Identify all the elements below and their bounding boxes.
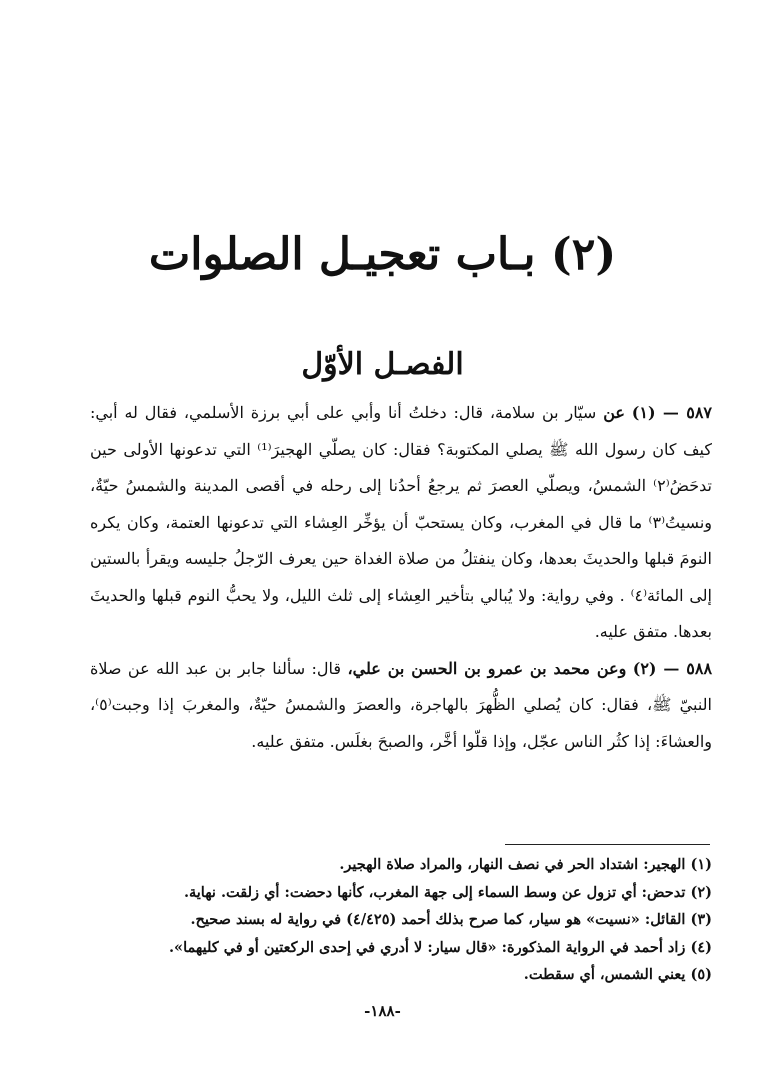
page-number: -١٨٨-: [364, 1002, 401, 1020]
hadith-587-number: ٥٨٧ — (١): [631, 403, 712, 422]
chapter-title: (٢) بـاب تعجيـل الصلوات: [148, 229, 617, 281]
hadith-588-number: ٥٨٨ — (٢): [632, 658, 713, 678]
hadith-587: [90, 395, 712, 651]
footnote-5: (٥) يعني الشمس، أي سقطت.: [523, 966, 712, 983]
hadith-588-narrator: وعن محمد بن عمرو بن الحسن بن علي،: [347, 658, 627, 678]
hadith-588: [90, 651, 712, 761]
footnotes: [95, 851, 712, 989]
hadith-body: [90, 395, 712, 760]
hadith-587-text: سيّار بن سلامة، قال: دخلتُ أنا وأبي على أبي برزة الأسلمي، فقال له أبي: كيف كان رسول الله ﷺ يصلي المكتوبة؟ فقال: كان يصلّي الهجيرَ⁽¹⁾ التي تدعونها الأولى حين تدحَضُ⁽٢⁾ الشمسُ، ويصلّي العصرَ ثم يرجعُ أحدُنا إلى رحله في أقصى المدينة والشمسُ حيّةٌ، ونسيتُ⁽٣⁾ ما قال في المغرب، وكان يستحبّ أن يؤخِّر العِشاء التي تدعونها العتمة، وكان يكره النومَ قبلها والحديثَ بعدها، وكان ينفتلُ من صلاة الغداة حين يعرف الرّجلُ جليسه ويقرأ بالستين إلى المائة⁽٤⁾ . وفي رواية: ولا يُبالي بتأخير العِشاء إلى ثلث الليل، ولا يحبُّ النوم قبلها والحديثَ بعدها. متفق عليه.: [90, 403, 712, 641]
footnote-2: (٢) تدحض: أي تزول عن وسط السماء إلى جهة المغرب، كأنها دحضت: أي زلقت. نهاية.: [183, 883, 712, 901]
hadith-587-narrator: عن: [603, 403, 625, 422]
hadith-588-text: قال: سألنا جابر بن عبد الله عن صلاة النبيّ ﷺ، فقال: كان يُصلي الظُّهرَ بالهاجرة، والعصرَ والشمسُ حيّةٌ، والمغربَ إذا وجبت⁽٥⁾، والعشاءَ: إذا كثُر الناس عجّل، وإذا قلّوا أخَّر، والصبحَ بغلَس. متفق عليه.: [90, 658, 712, 751]
footnote-4: (٤) زاد أحمد في الرواية المذكورة: «قال سيار: لا أدري في إحدى الركعتين أو في كليهما».: [169, 938, 712, 956]
footnote-divider: [505, 844, 710, 845]
footnote-1: (١) الهجير: اشتداد الحر في نصف النهار، والمراد صلاة الهجير.: [339, 856, 712, 873]
section-title: الفصـل الأوّل: [301, 346, 464, 382]
footnote-3: (٣) القائل: «نسيت» هو سيار، كما صرح بذلك أحمد (٤/٤٢٥) في رواية له بسند صحيح.: [190, 911, 712, 928]
